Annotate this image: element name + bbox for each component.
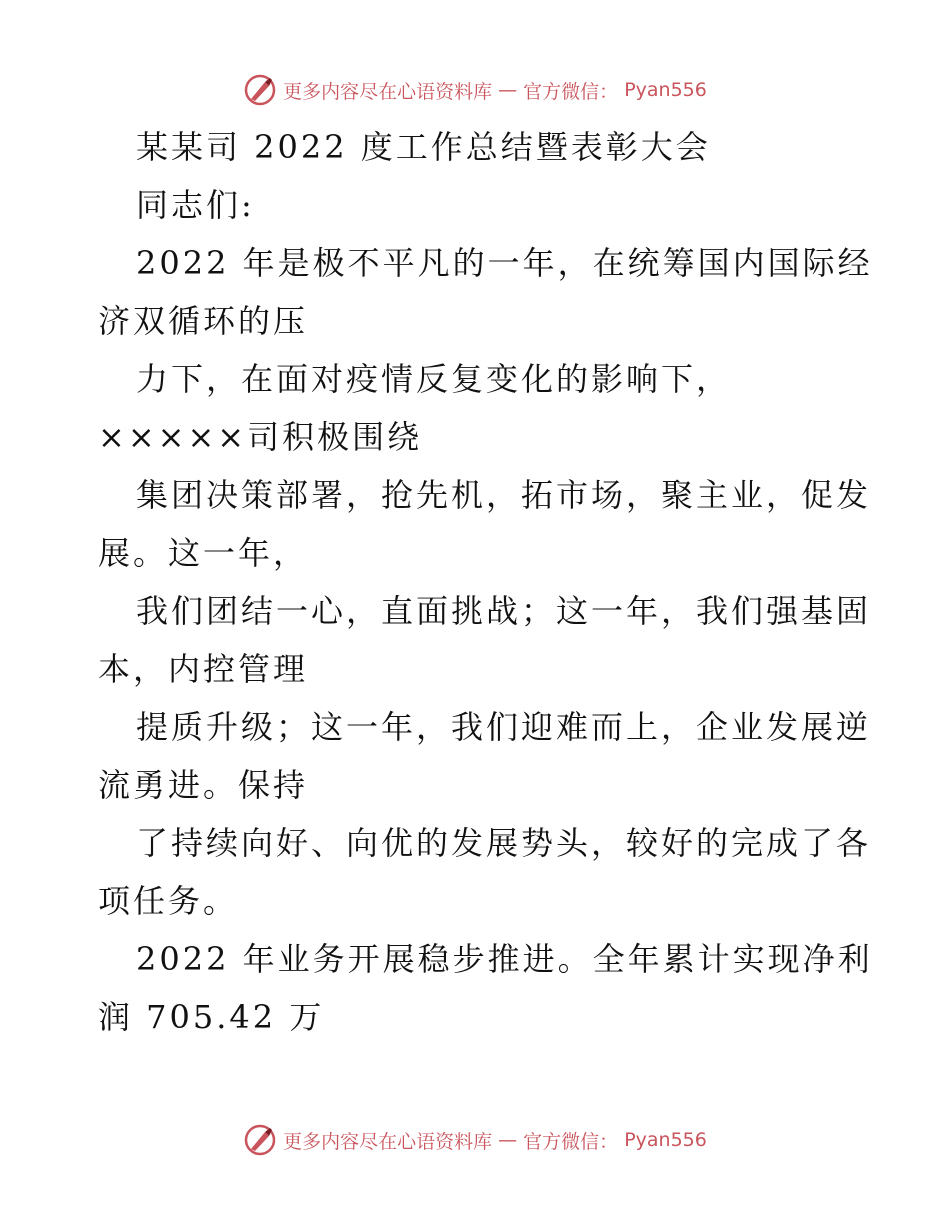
watermark-wechat-label: 官方微信：	[523, 80, 619, 103]
document-body	[98, 118, 873, 1046]
watermark-site-text: 更多内容尽在心语资料库	[283, 80, 493, 103]
watermark-separator: —	[498, 1129, 518, 1151]
watermark-wechat-label: 官方微信：	[523, 1130, 619, 1153]
watermark-separator: —	[498, 79, 518, 101]
paragraph-line: 力下，在面对疫情反复变化的影响下，	[136, 360, 732, 398]
paragraph-line: 提质升级；这一年，我们迎难而上，企业发展逆	[136, 708, 872, 746]
paragraph-line: 集团决策部署，抢先机，拓市场，聚主业，促发	[136, 476, 872, 514]
paragraph-line: 流勇进。保持	[98, 766, 309, 804]
quill-pen-logo-icon	[243, 73, 277, 107]
paragraph-line: 济双循环的压	[98, 302, 309, 340]
document-title: 某某司 2022 度工作总结暨表彰大会	[136, 128, 711, 166]
paragraph-line: 展。这一年，	[98, 534, 309, 572]
paragraph-line: 了持续向好、向优的发展势头，较好的完成了各	[136, 824, 872, 862]
paragraph-line: 2022 年是极不平凡的一年，在统筹国内国际经	[136, 244, 873, 282]
watermark-site-text: 更多内容尽在心语资料库	[283, 1130, 493, 1153]
footer-watermark	[0, 1120, 950, 1160]
paragraph-line: 项任务。	[98, 882, 239, 920]
paragraph-line: 我们团结一心，直面挑战；这一年，我们强基固	[136, 592, 872, 630]
paragraph-line: 润 705.42 万	[98, 998, 325, 1036]
paragraph-line: ×××××司积极围绕	[98, 418, 423, 456]
watermark-wechat-id: Pyan556	[624, 1129, 707, 1151]
salutation: 同志们:	[136, 186, 255, 224]
quill-pen-logo-icon	[243, 1123, 277, 1157]
header-watermark	[0, 70, 950, 110]
paragraph-line: 2022 年业务开展稳步推进。全年累计实现净利	[136, 940, 873, 978]
paragraph-line: 本，内控管理	[98, 650, 309, 688]
watermark-wechat-id: Pyan556	[624, 79, 707, 101]
